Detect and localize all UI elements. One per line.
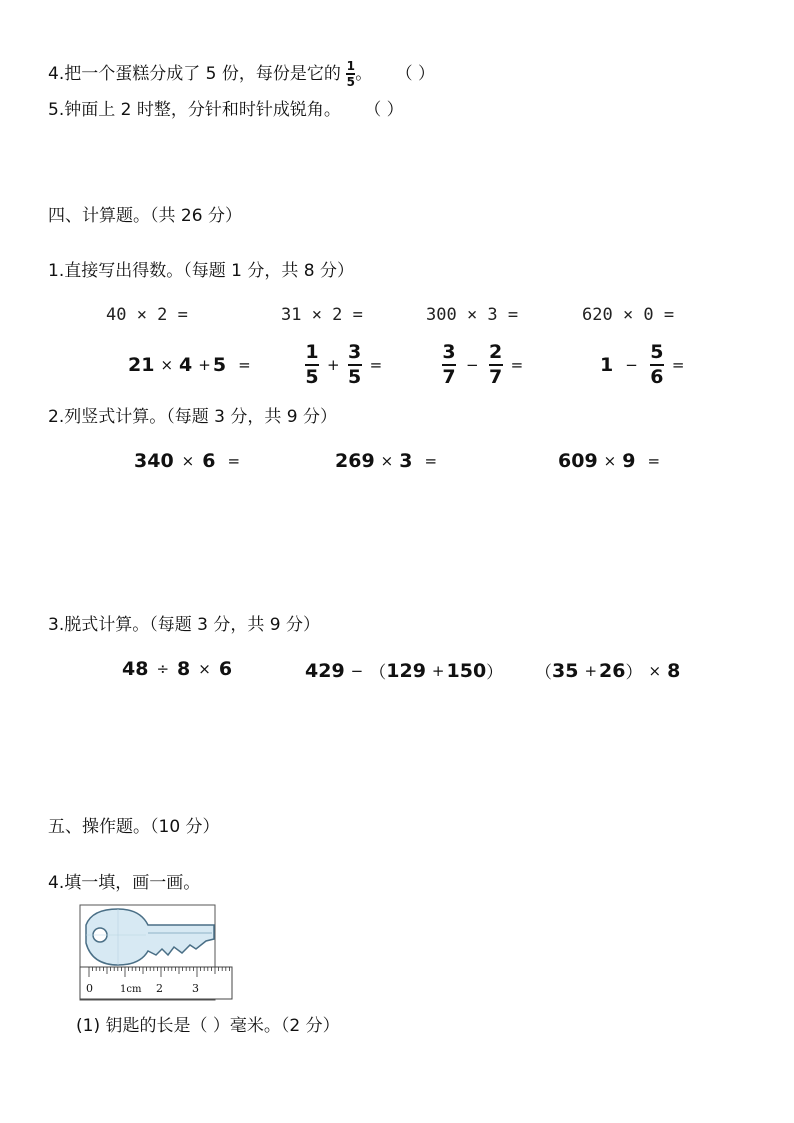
fraction: $\frac{3}{7}$ bbox=[442, 341, 456, 388]
ruler-label-0: 0 bbox=[86, 982, 93, 995]
oral-calc-5: 21 × 4 + 5 = bbox=[128, 354, 251, 376]
vertical-calc-3: 609 × 9 = bbox=[558, 450, 661, 472]
question-5-text: 5.钟面上 2 时整，分针和时针成锐角。 bbox=[48, 100, 341, 120]
ruler-label-1cm: 1cm bbox=[120, 984, 142, 995]
ruler-label-2: 2 bbox=[156, 982, 163, 995]
fraction: $\frac{5}{6}$ bbox=[650, 341, 664, 388]
vertical-calc-1: 340 × 6 = bbox=[134, 450, 241, 472]
section-5-title: 五、操作题。（10 分） bbox=[48, 817, 220, 837]
question-4-fill-draw: 4.填一填，画一画。 bbox=[48, 873, 201, 893]
key-icon bbox=[86, 909, 214, 965]
answer-blank[interactable]: （ ） bbox=[364, 100, 404, 120]
question-4: 4.把一个蛋糕分成了 5 份，每份是它的 $\frac{1}{5}$ 。 （ ） bbox=[48, 59, 436, 89]
oral-calc-8: 1 − $\frac{5}{6}$ = bbox=[600, 341, 685, 388]
section-4-title: 四、计算题。（共 26 分） bbox=[48, 206, 242, 226]
ruler-label-3: 3 bbox=[192, 982, 199, 995]
step-calc-3: （ 35 + 26 ） × 8 bbox=[535, 659, 681, 683]
fraction: $\frac{3}{5}$ bbox=[347, 341, 362, 388]
sub-question-1: (1) 钥匙的长是（ ）毫米。（2 分） bbox=[76, 1016, 340, 1036]
oral-calc-6: $\frac{1}{5}$ + $\frac{3}{5}$ = bbox=[305, 341, 383, 388]
question-4-text: 4.把一个蛋糕分成了 5 份，每份是它的 bbox=[48, 63, 341, 84]
vertical-calc-2: 269 × 3 = bbox=[335, 450, 438, 472]
key-ruler-figure bbox=[78, 903, 236, 1003]
fraction: $\frac{1}{5}$ bbox=[305, 341, 319, 388]
ruler bbox=[80, 967, 232, 999]
oral-calc-2: 31 × 2 = bbox=[281, 305, 363, 325]
part-1-title: 1.直接写出得数。（每题 1 分，共 8 分） bbox=[48, 261, 354, 281]
step-calc-2: 429 − （ 129 + 150 ） bbox=[305, 659, 504, 683]
oral-calc-7: $\frac{3}{7}$ − $\frac{2}{7}$ = bbox=[442, 341, 524, 388]
answer-blank[interactable]: （ ） bbox=[395, 63, 436, 84]
oral-calc-4: 620 × 0 = bbox=[582, 305, 675, 325]
fraction-one-fifth: $\frac{1}{5}$ bbox=[346, 59, 355, 89]
step-calc-1: 48 ÷ 8 × 6 bbox=[122, 658, 233, 680]
part-2-title: 2.列竖式计算。（每题 3 分，共 9 分） bbox=[48, 407, 337, 427]
oral-calc-3: 300 × 3 = bbox=[426, 305, 519, 325]
fraction: $\frac{2}{7}$ bbox=[488, 341, 503, 388]
part-3-title: 3.脱式计算。（每题 3 分，共 9 分） bbox=[48, 615, 320, 635]
question-5 bbox=[48, 102, 404, 119]
oral-calc-1: 40 × 2 = bbox=[106, 305, 188, 325]
